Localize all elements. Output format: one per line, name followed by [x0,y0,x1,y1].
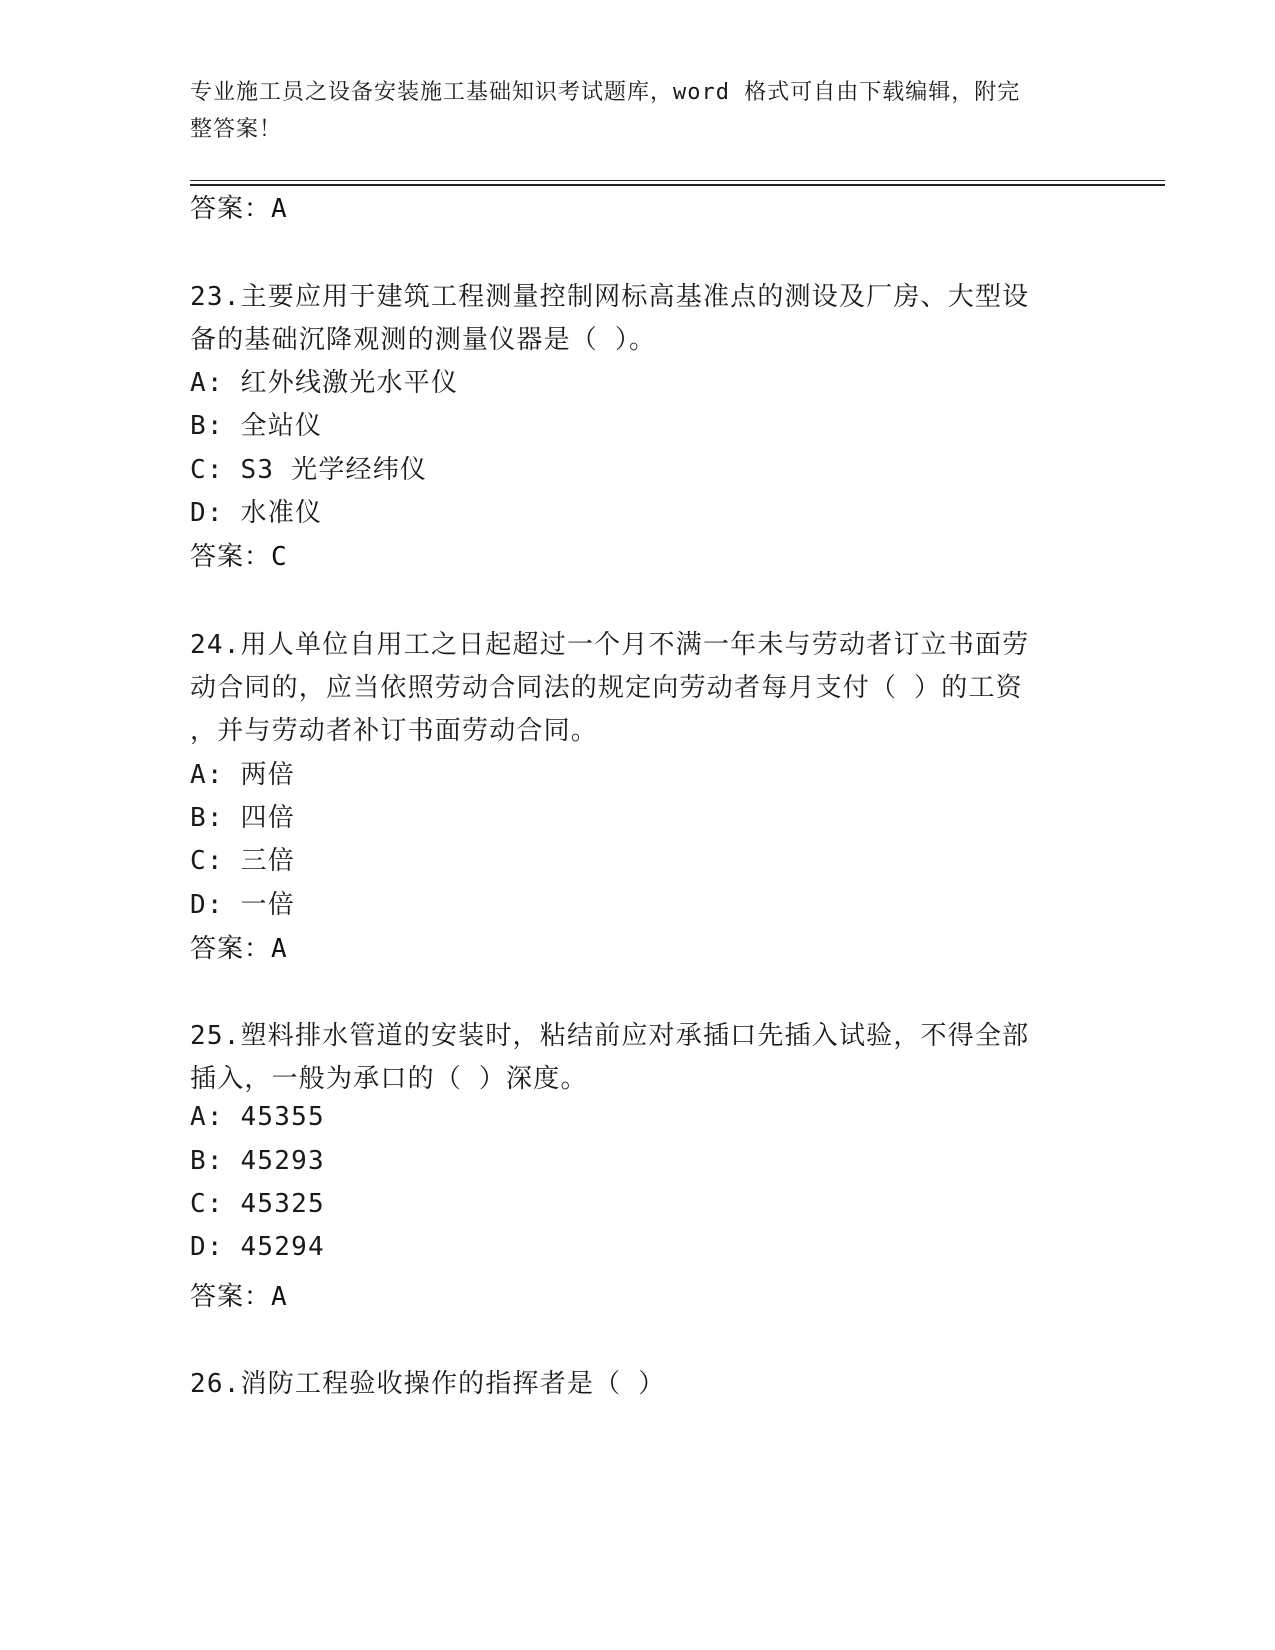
question-24-stem-line-1: 24.用人单位自用工之日起超过一个月不满一年未与劳动者订立书面劳 [190,630,1030,660]
question-25-stem-line-1: 25.塑料排水管道的安装时，粘结前应对承插口先插入试验，不得全部 [190,1021,1030,1051]
question-25-option-a: A: 45355 [190,1102,325,1132]
answer-value: A [271,1282,288,1312]
question-23-option-c: C: S3 光学经纬仪 [190,455,428,485]
question-25-answer [190,1276,288,1313]
question-25-option-c: C: 45325 [190,1189,325,1219]
question-25-option-d: D: 45294 [190,1232,325,1262]
question-24-answer [190,928,288,965]
question-24-option-b: B: 四倍 [190,803,295,833]
header-divider-thin [190,180,1165,181]
question-23-stem-line-1: 23.主要应用于建筑工程测量控制网标高基准点的测设及厂房、大型设 [190,282,1030,312]
question-25-stem-line-2: 插入，一般为承口的（ ）深度。 [190,1064,588,1094]
answer-value: A [271,194,288,224]
answer-label: 答案： [190,194,272,224]
question-23-option-b: B: 全站仪 [190,411,323,441]
question-23-option-a: A: 红外线激光水平仪 [190,368,459,398]
question-24-option-c: C: 三倍 [190,846,295,876]
answer-label: 答案： [190,934,272,964]
answer-value: C [271,542,288,572]
answer-label: 答案： [190,1282,272,1312]
answer-label: 答案： [190,542,272,572]
header-note-line-2: 整答案！ [190,117,283,142]
question-26-stem-line-1: 26.消防工程验收操作的指挥者是（ ） [190,1369,666,1399]
question-23-stem-line-2: 备的基础沉降观测的测量仪器是（ ）。 [190,325,657,355]
header-note [190,74,1090,148]
question-25-option-b: B: 45293 [190,1146,325,1176]
question-24-stem-line-3: ，并与劳动者补订书面劳动合同。 [190,716,599,746]
answer-value: A [271,934,288,964]
question-24-option-a: A: 两倍 [190,760,295,790]
question-24-stem-line-2: 动合同的，应当依照劳动合同法的规定向劳动者每月支付（ ）的工资 [190,673,1023,703]
question-23-option-d: D: 水准仪 [190,498,323,528]
header-divider-thick [190,184,1165,186]
prev-answer [190,188,288,225]
question-24-option-d: D: 一倍 [190,890,295,920]
header-note-line-1: 专业施工员之设备安装施工基础知识考试题库，word 格式可自由下载编辑，附完 [190,80,1021,105]
question-23-answer [190,536,288,573]
